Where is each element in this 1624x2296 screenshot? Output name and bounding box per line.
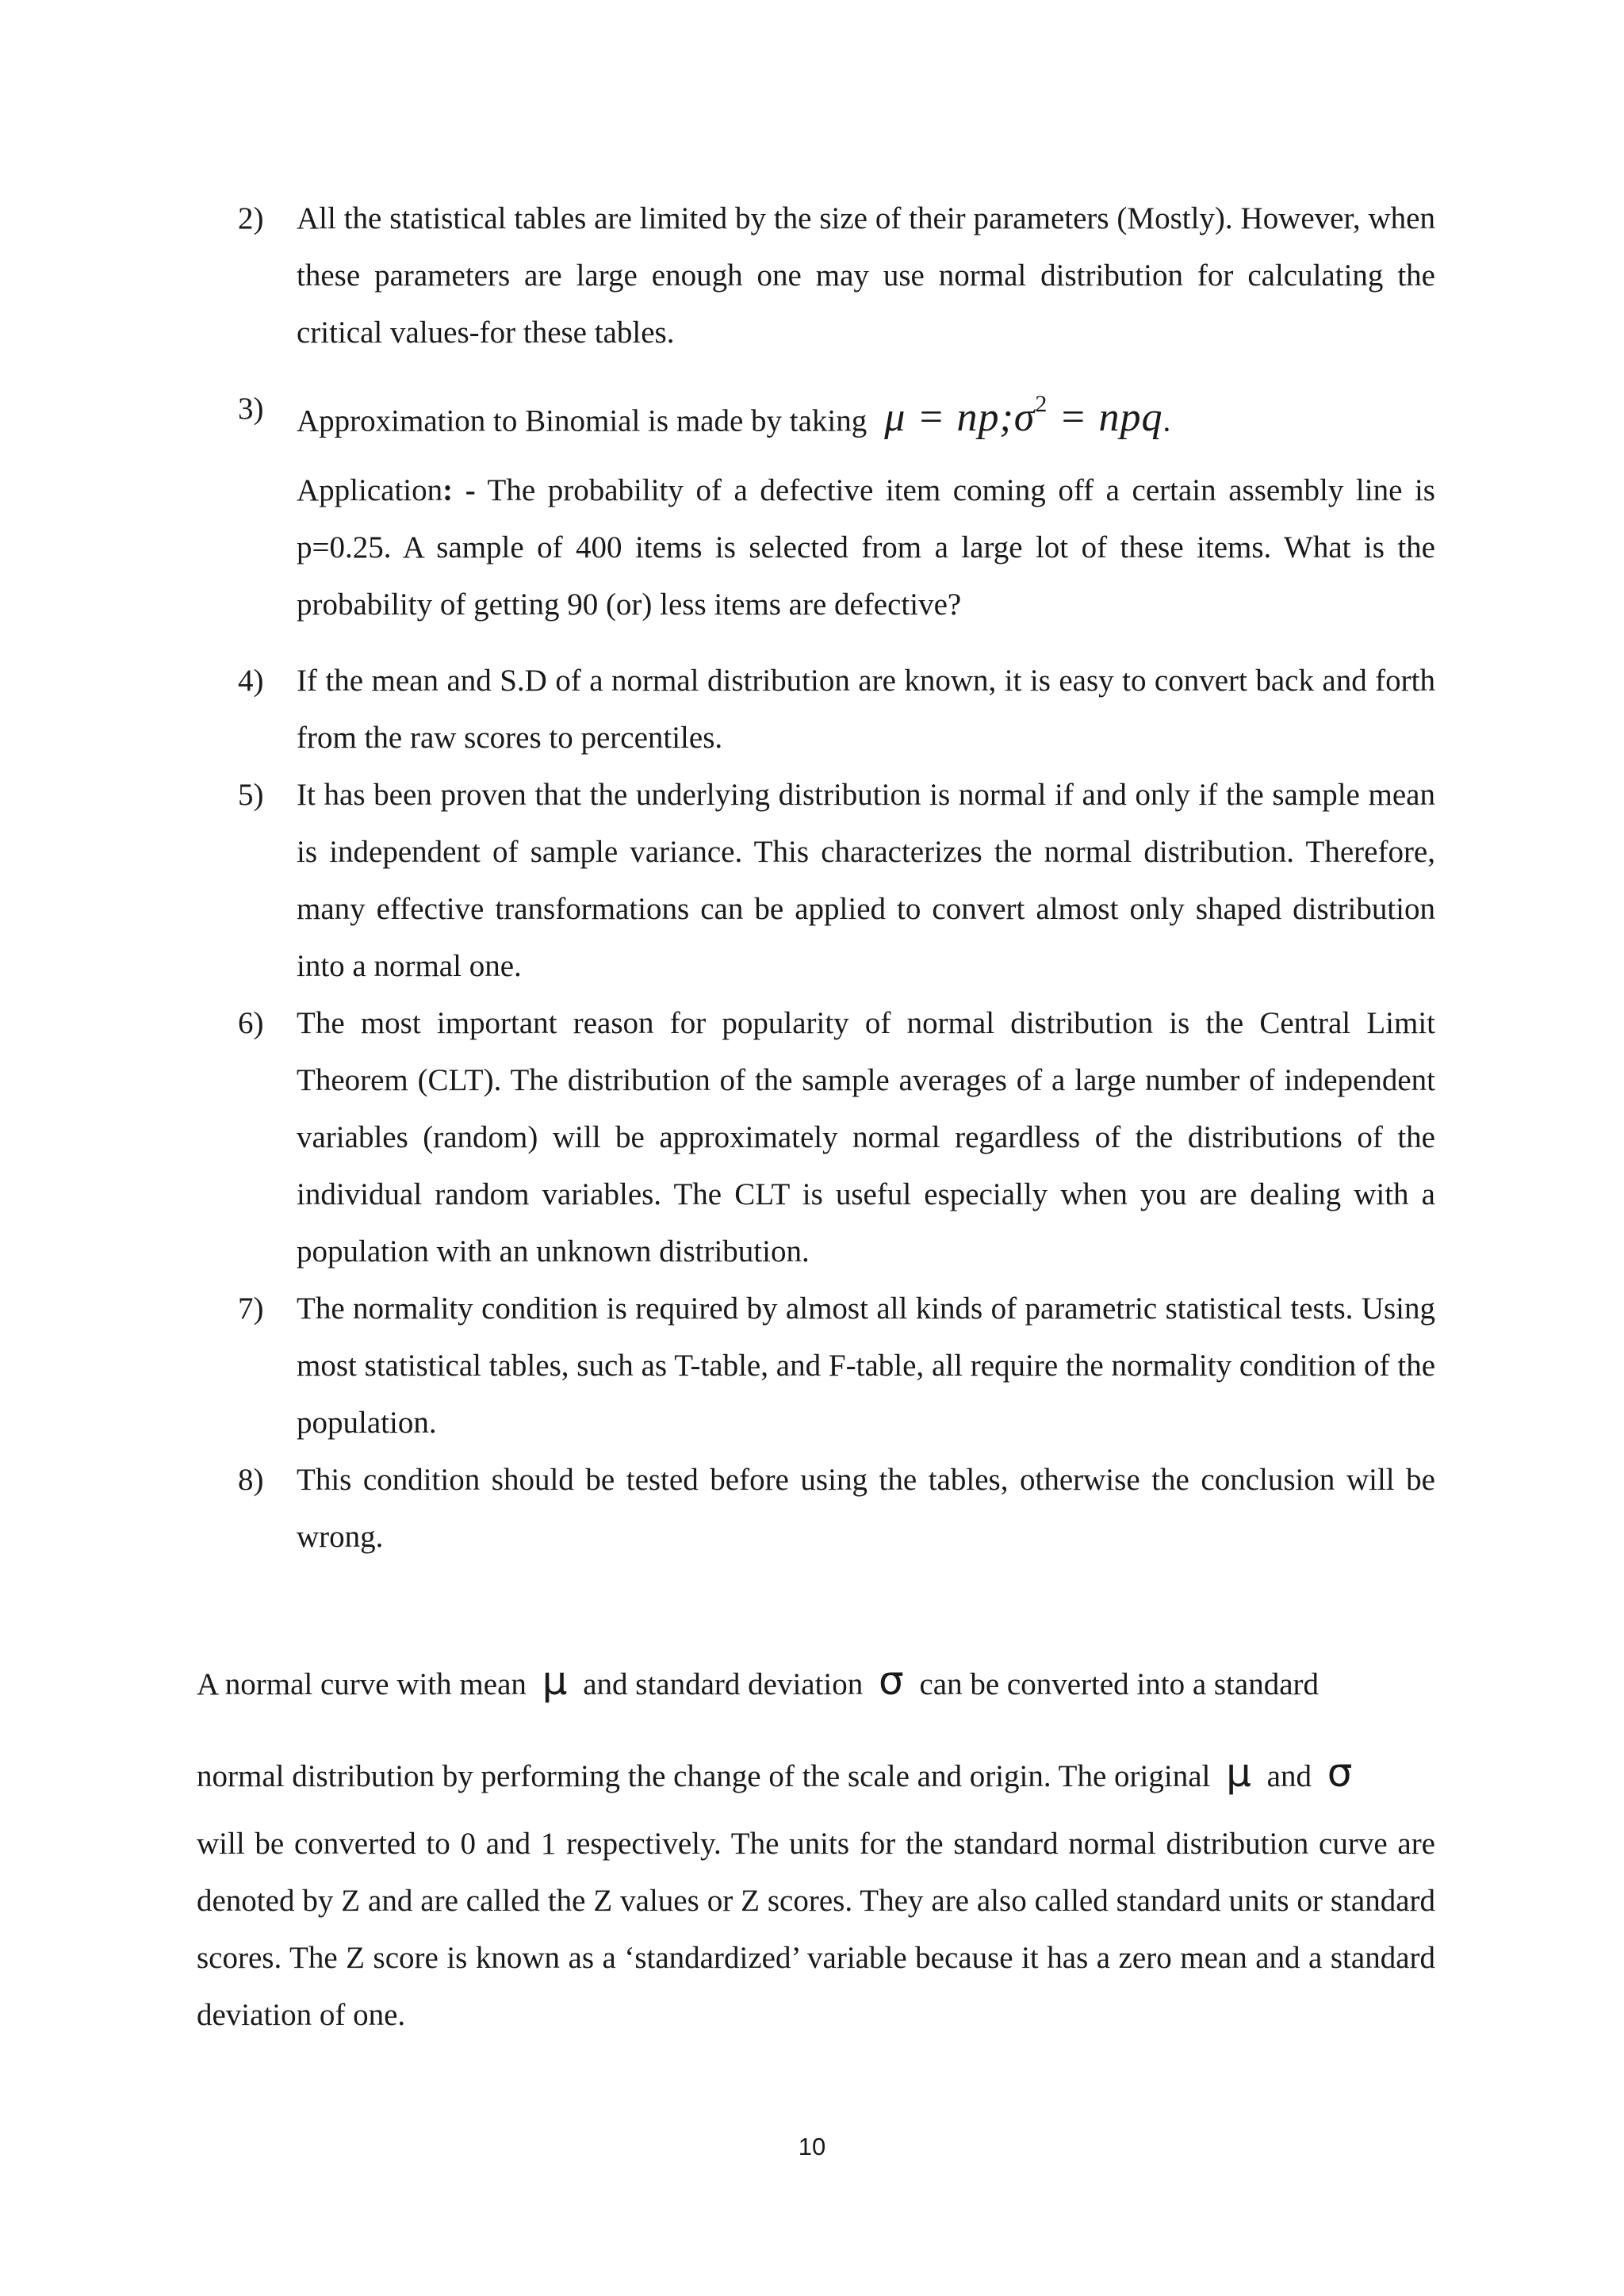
paragraph-line-1 [197,1652,1435,1713]
application-separator: : - [442,473,476,508]
sigma-symbol: σ [1327,1750,1353,1796]
list-number: 3) [238,392,264,426]
list-item [238,767,1435,995]
list-number: 8) [238,1463,264,1498]
paragraph-text: and standard deviation [583,1667,864,1701]
formula-mu-sigma: μ = np;σ [884,395,1036,441]
paragraph-text: A normal curve with mean [197,1667,527,1701]
paragraph-text: normal distribution by performing the change of the scale and origin. The original [197,1759,1211,1793]
paragraph-text: and [1266,1759,1312,1793]
list-item [238,190,1435,362]
numbered-list [238,190,1435,1566]
sigma-symbol: σ [879,1658,904,1704]
list-item-text-with-formula [297,381,1435,450]
mu-symbol: μ [542,1658,568,1704]
formula-exponent: 2 [1035,391,1048,417]
mu-symbol: μ [1226,1750,1251,1796]
application-label: Application [297,473,443,508]
list-item-text: All the statistical tables are limited by the size of their parameters (Mostly). However, when these parameters are large enough one may use normal distribution for calculating the critical values-for these tables. [297,201,1435,350]
paragraph-line-2 [197,1744,1435,1805]
formula-npq: = npq [1048,395,1163,441]
paragraph-text: can be converted into a standard [919,1667,1320,1701]
list-item [238,995,1435,1280]
list-item [238,1452,1435,1566]
formula-period: . [1162,404,1171,438]
list-item-text: This condition should be tested before using the tables, otherwise the conclusion will be wrong. [297,1463,1435,1555]
list-item-text: It has been proven that the underlying distribution is normal if and only if the sample mean is independent of sample variance. This characterizes the normal distribution. Therefore, many effective transformations can be applied to convert almost only shaped distribution into a normal one. [297,778,1435,984]
list-item-text: If the mean and S.D of a normal distribution are known, it is easy to convert back and forth from the raw scores to percentiles. [297,664,1435,756]
application-text: The probability of a defective item coming off a certain assembly line is p=0.25. A sample of 400 items is selected from a large lot of these items. What is the probability of getting 90 (or) less items are defective? [297,473,1435,622]
list-item-text: The normality condition is required by almost all kinds of parametric statistical tests. Using most statistical tables, such as T-table, and F-table, all require the normality condition of the population. [297,1292,1435,1441]
list-number: 5) [238,778,264,813]
list-number: 4) [238,664,264,698]
list-number: 2) [238,201,264,235]
paragraph-body: will be converted to 0 and 1 respectively. The units for the standard normal distribution curve are denoted by Z and are called the Z values or Z scores. They are also called standard units or standard scores. The Z score is known as a ‘standardized’ variable because it has a zero mean and a standard deviation of one. [197,1827,1435,2032]
list-number: 7) [238,1292,264,1326]
list-item [238,381,1435,450]
list-item-text: The most important reason for popularity of normal distribution is the Central Limit Theorem (CLT). The distribution of the sample averages of a large number of independent variables (random) will be approximately normal regardless of the distributions of the individual random variables. The CLT is useful especially when you are dealing with a population with an unknown distribution. [297,1006,1435,1269]
list-item [238,652,1435,767]
list-item-text: Approximation to Binomial is made by taking [297,404,868,438]
list-item [238,1280,1435,1452]
list-number: 6) [238,1006,264,1041]
application-example [238,462,1435,633]
binomial-approximation-formula [884,391,1163,441]
page-number: 10 [798,2133,826,2160]
